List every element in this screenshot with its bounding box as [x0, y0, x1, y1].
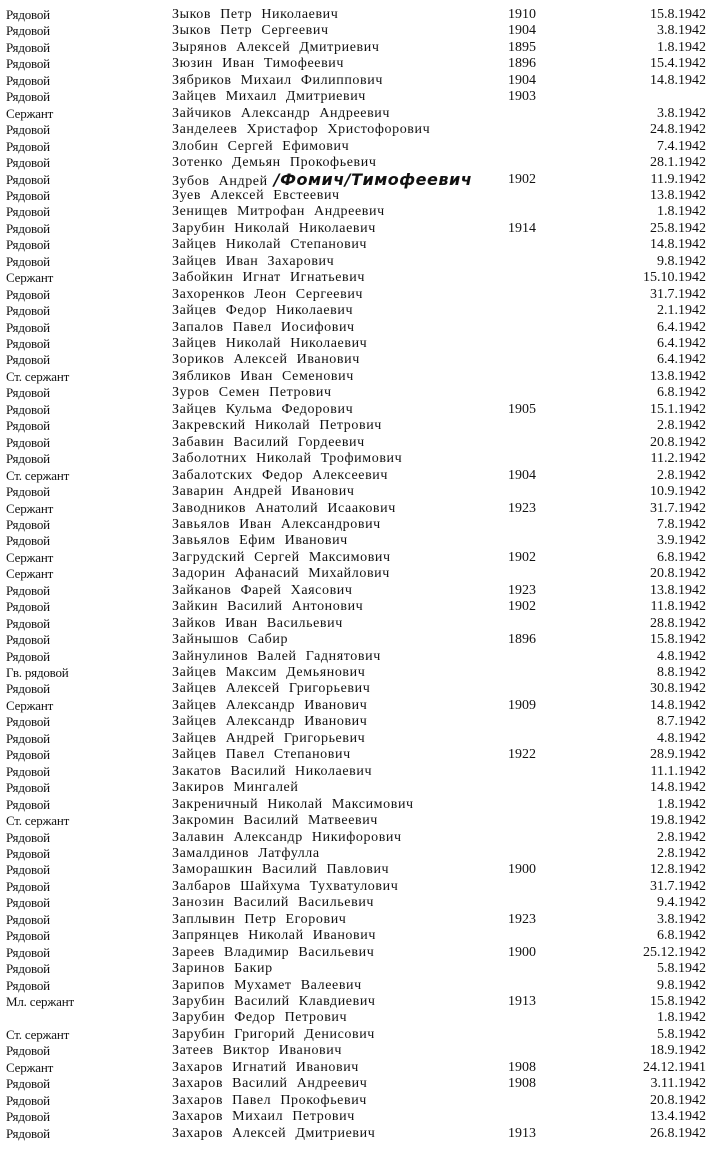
date-cell: 1.8.1942 — [657, 39, 706, 55]
birth-year-cell: 1914 — [508, 220, 536, 236]
table-row — [0, 845, 718, 862]
name-cell: Зайцев Кульма Федорович — [172, 401, 354, 417]
rank-cell: Рядовой — [6, 681, 50, 697]
rank-cell: Рядовой — [6, 632, 50, 648]
table-row — [0, 88, 718, 105]
date-cell: 24.8.1942 — [650, 122, 706, 138]
date-cell: 3.11.1942 — [650, 1076, 706, 1092]
date-cell: 3.8.1942 — [657, 23, 706, 39]
date-cell: 8.7.1942 — [657, 714, 706, 730]
table-row — [0, 894, 718, 911]
table-row — [0, 1059, 718, 1076]
table-row — [0, 977, 718, 994]
rank-cell: Рядовой — [6, 977, 50, 993]
rank-cell: Рядовой — [6, 599, 50, 615]
table-row — [0, 368, 718, 385]
name-cell: Зуров Семен Петрович — [172, 385, 332, 401]
table-row — [0, 154, 718, 171]
name-cell: Зуев Алексей Евстеевич — [172, 187, 340, 203]
name-cell: Зайцев Федор Николаевич — [172, 303, 354, 319]
rank-cell: Рядовой — [6, 928, 50, 944]
name-cell: Захаров Алексей Дмитриевич — [172, 1125, 376, 1141]
birth-year-cell: 1909 — [508, 697, 536, 713]
table-row — [0, 1092, 718, 1109]
table-row — [0, 220, 718, 237]
table-row — [0, 746, 718, 763]
birth-year-cell: 1904 — [508, 23, 536, 39]
date-cell: 11.8.1942 — [650, 599, 706, 615]
table-row — [0, 22, 718, 39]
date-cell: 25.12.1942 — [643, 944, 706, 960]
table-row — [0, 796, 718, 813]
birth-year-cell: 1902 — [508, 171, 536, 187]
date-cell: 7.4.1942 — [657, 138, 706, 154]
date-cell: 15.10.1942 — [643, 270, 706, 286]
name-cell: Завьялов Иван Александрович — [172, 516, 381, 532]
date-cell: 30.8.1942 — [650, 681, 706, 697]
rank-cell: Сержант — [6, 270, 54, 286]
rank-cell: Рядовой — [6, 911, 50, 927]
table-row — [0, 960, 718, 977]
name-cell: Зыков Петр Сергеевич — [172, 23, 329, 39]
name-cell: Захоренков Леон Сергеевич — [172, 286, 364, 302]
name-cell: Зареев Владимир Васильевич — [172, 944, 375, 960]
birth-year-cell: 1922 — [508, 747, 536, 763]
table-row — [0, 1026, 718, 1043]
date-cell: 9.8.1942 — [657, 253, 706, 269]
table-row — [0, 516, 718, 533]
rank-cell: Рядовой — [6, 72, 50, 88]
table-row — [0, 812, 718, 829]
rank-cell: Рядовой — [6, 303, 50, 319]
table-row — [0, 615, 718, 632]
name-cell: Закатов Василий Николаевич — [172, 763, 373, 779]
rank-cell: Ст. сержант — [6, 368, 70, 384]
table-row — [0, 565, 718, 582]
name-cell: Зырянов Алексей Дмитриевич — [172, 39, 380, 55]
birth-year-cell: 1923 — [508, 582, 536, 598]
date-cell: 9.8.1942 — [657, 977, 706, 993]
date-cell: 4.8.1942 — [657, 648, 706, 664]
date-cell: 2.8.1942 — [657, 845, 706, 861]
table-row — [0, 39, 718, 56]
date-cell: 13.8.1942 — [650, 187, 706, 203]
rank-cell: Рядовой — [6, 418, 50, 434]
name-cell: Зарубин Григорий Денисович — [172, 1026, 375, 1042]
rank-cell: Рядовой — [6, 155, 50, 171]
date-cell: 2.8.1942 — [657, 418, 706, 434]
name-cell: Зенищев Митрофан Андреевич — [172, 204, 385, 220]
name-cell: Зайцев Павел Степанович — [172, 747, 351, 763]
table-row — [0, 467, 718, 484]
date-cell: 10.9.1942 — [650, 484, 706, 500]
name-cell: Зайцев Андрей Григорьевич — [172, 730, 366, 746]
name-cell: Захаров Игнатий Иванович — [172, 1059, 359, 1075]
date-cell: 28.1.1942 — [650, 155, 706, 171]
date-cell: 7.8.1942 — [657, 516, 706, 532]
birth-year-cell: 1908 — [508, 1059, 536, 1075]
date-cell: 5.8.1942 — [657, 1026, 706, 1042]
rank-cell: Рядовой — [6, 385, 50, 401]
rank-cell: Рядовой — [6, 895, 50, 911]
name-cell: Зайцев Алексей Григорьевич — [172, 681, 371, 697]
table-row — [0, 138, 718, 155]
date-cell: 28.9.1942 — [650, 747, 706, 763]
date-cell: 3.8.1942 — [657, 105, 706, 121]
name-cell: Заплывин Петр Егорович — [172, 911, 347, 927]
table-row — [0, 6, 718, 23]
table-row — [0, 944, 718, 961]
rank-cell: Рядовой — [6, 122, 50, 138]
table-row — [0, 532, 718, 549]
date-cell: 15.1.1942 — [650, 401, 706, 417]
table-row — [0, 351, 718, 368]
date-cell: 24.12.1941 — [643, 1059, 706, 1075]
rank-cell: Рядовой — [6, 714, 50, 730]
table-row — [0, 434, 718, 451]
date-cell: 6.4.1942 — [657, 352, 706, 368]
date-cell: 5.8.1942 — [657, 961, 706, 977]
rank-cell: Рядовой — [6, 434, 50, 450]
date-cell: 6.8.1942 — [657, 928, 706, 944]
date-cell: 2.8.1942 — [657, 467, 706, 483]
table-row — [0, 171, 718, 188]
rank-cell: Рядовой — [6, 796, 50, 812]
rank-cell: Рядовой — [6, 171, 50, 187]
date-cell: 20.8.1942 — [650, 434, 706, 450]
rank-cell: Рядовой — [6, 220, 50, 236]
name-cell: Завьялов Ефим Иванович — [172, 533, 348, 549]
table-row — [0, 335, 718, 352]
table-row — [0, 1009, 718, 1026]
handwritten-annotation: /Фомич/Тимофеевич — [267, 169, 473, 189]
date-cell: 1.8.1942 — [657, 1010, 706, 1026]
date-cell: 20.8.1942 — [650, 1092, 706, 1108]
name-cell: Захаров Василий Андреевич — [172, 1076, 368, 1092]
table-row — [0, 105, 718, 122]
rank-cell: Сержант — [6, 105, 54, 121]
birth-year-cell: 1905 — [508, 401, 536, 417]
birth-year-cell: 1913 — [508, 1125, 536, 1141]
name-cell: Зориков Алексей Иванович — [172, 352, 360, 368]
name-cell: Зайцев Максим Демьянович — [172, 665, 366, 680]
name-cell: Залбаров Шайхума Тухватулович — [172, 878, 399, 894]
name-cell: Зайнулинов Валей Гаднятович — [172, 648, 381, 664]
name-cell: Зайков Иван Васильевич — [172, 615, 343, 631]
date-cell: 2.1.1942 — [657, 303, 706, 319]
table-row — [0, 269, 718, 286]
rank-cell: Рядовой — [6, 845, 50, 861]
rank-cell: Рядовой — [6, 352, 50, 368]
date-cell: 15.8.1942 — [650, 994, 706, 1009]
name-cell: Зайцев Иван Захарович — [172, 253, 335, 269]
date-cell: 20.8.1942 — [650, 566, 706, 582]
name-cell: Заморашкин Василий Павлович — [172, 862, 390, 878]
table-row — [0, 911, 718, 928]
rank-cell: Ст. сержант — [6, 467, 70, 483]
name-cell: Зарипов Мухамет Валеевич — [172, 977, 362, 993]
name-cell: Закреничный Николай Максимович — [172, 796, 414, 812]
date-cell: 25.8.1942 — [650, 220, 706, 236]
table-row — [0, 187, 718, 204]
table-row — [0, 1108, 718, 1125]
rank-cell: Рядовой — [6, 89, 50, 105]
table-row — [0, 319, 718, 336]
rank-cell: Рядовой — [6, 56, 50, 72]
name-cell: Задорин Афанасий Михайлович — [172, 566, 390, 582]
name-cell: Закромин Василий Матвеевич — [172, 813, 378, 829]
date-cell: 6.4.1942 — [657, 336, 706, 351]
name-cell: Зайцев Николай Степанович — [172, 237, 368, 253]
name-cell: Закревский Николай Петрович — [172, 418, 382, 434]
rank-cell: Сержант — [6, 566, 54, 582]
rank-cell: Рядовой — [6, 204, 50, 220]
rank-cell: Рядовой — [6, 862, 50, 878]
name-cell: Захаров Михаил Петрович — [172, 1109, 355, 1125]
name-cell: Запрянцев Николай Иванович — [172, 928, 376, 944]
name-cell: Забалотских Федор Алексеевич — [172, 467, 389, 483]
table-row — [0, 253, 718, 270]
name-cell: Зарубин Федор Петрович — [172, 1010, 348, 1026]
rank-cell: Рядовой — [6, 533, 50, 549]
birth-year-cell: 1900 — [508, 944, 536, 960]
table-row — [0, 664, 718, 681]
date-cell: 2.8.1942 — [657, 829, 706, 845]
name-cell: Занозин Василий Васильевич — [172, 895, 375, 911]
table-row — [0, 713, 718, 730]
name-cell: Злобин Сергей Ефимович — [172, 138, 350, 154]
rank-cell: Рядовой — [6, 7, 50, 22]
rank-cell: Гв. рядовой — [6, 665, 69, 680]
rank-cell: Рядовой — [6, 319, 50, 335]
date-cell: 6.4.1942 — [657, 319, 706, 335]
table-row — [0, 286, 718, 303]
name-cell: Зайкин Василий Антонович — [172, 599, 364, 615]
rank-cell: Рядовой — [6, 286, 50, 302]
rank-cell: Рядовой — [6, 1109, 50, 1125]
table-row — [0, 302, 718, 319]
name-cell: Запалов Павел Иосифович — [172, 319, 355, 335]
birth-year-cell: 1903 — [508, 89, 536, 105]
date-cell: 31.7.1942 — [650, 500, 706, 516]
rank-cell: Сержант — [6, 500, 54, 516]
table-row — [0, 598, 718, 615]
rank-cell: Сержант — [6, 697, 54, 713]
table-row — [0, 72, 718, 89]
table-row — [0, 697, 718, 714]
rank-cell: Мл. сержант — [6, 994, 74, 1009]
birth-year-cell: 1900 — [508, 862, 536, 878]
rank-cell: Рядовой — [6, 648, 50, 664]
name-cell: Забавин Василий Гордеевич — [172, 434, 365, 450]
birth-year-cell: 1896 — [508, 632, 536, 648]
rank-cell: Сержант — [6, 549, 54, 565]
date-cell: 1.8.1942 — [657, 796, 706, 812]
table-row — [0, 483, 718, 500]
name-cell: Зарубин Николай Николаевич — [172, 220, 376, 236]
rank-cell: Рядовой — [6, 237, 50, 253]
name-cell: Загрудский Сергей Максимович — [172, 549, 391, 565]
date-cell: 28.8.1942 — [650, 615, 706, 631]
table-row — [0, 779, 718, 796]
date-cell: 11.9.1942 — [650, 171, 706, 187]
rank-cell: Рядовой — [6, 23, 50, 39]
table-row — [0, 55, 718, 72]
name-cell: Зайцев Михаил Дмитриевич — [172, 89, 366, 105]
name-cell: Зыков Петр Николаевич — [172, 7, 339, 22]
date-cell: 15.8.1942 — [650, 7, 706, 22]
birth-year-cell: 1902 — [508, 599, 536, 615]
rank-cell: Рядовой — [6, 336, 50, 351]
date-cell: 11.1.1942 — [650, 763, 706, 779]
table-row — [0, 121, 718, 138]
birth-year-cell: 1923 — [508, 500, 536, 516]
table-row — [0, 829, 718, 846]
rank-cell: Рядовой — [6, 730, 50, 746]
date-cell: 26.8.1942 — [650, 1125, 706, 1141]
name-cell: Заринов Бакир — [172, 961, 273, 977]
name-cell: Зайканов Фарей Хаясович — [172, 582, 353, 598]
rank-cell: Рядовой — [6, 615, 50, 631]
name-cell: Залавин Александр Никифорович — [172, 829, 402, 845]
name-cell: Занделеев Христафор Христофорович — [172, 122, 431, 138]
date-cell: 15.4.1942 — [650, 56, 706, 72]
rank-cell: Рядовой — [6, 747, 50, 763]
rank-cell: Рядовой — [6, 829, 50, 845]
name-cell: Зайчиков Александр Андреевич — [172, 105, 391, 121]
date-cell: 14.8.1942 — [650, 72, 706, 88]
rank-cell: Рядовой — [6, 944, 50, 960]
date-cell: 18.9.1942 — [650, 1043, 706, 1059]
table-row — [0, 861, 718, 878]
rank-cell: Рядовой — [6, 763, 50, 779]
name-cell: Зарубин Василий Клавдиевич — [172, 994, 376, 1009]
name-cell: Зябриков Михаил Филиппович — [172, 72, 383, 88]
date-cell: 1.8.1942 — [657, 204, 706, 220]
name-cell: Зайцев Александр Иванович — [172, 697, 368, 713]
date-cell: 9.4.1942 — [657, 895, 706, 911]
rank-cell: Ст. сержант — [6, 813, 70, 829]
date-cell: 3.9.1942 — [657, 533, 706, 549]
table-row — [0, 401, 718, 418]
rank-cell: Рядовой — [6, 451, 50, 467]
date-cell: 13.8.1942 — [650, 368, 706, 384]
birth-year-cell: 1895 — [508, 39, 536, 55]
name-cell: Заварин Андрей Иванович — [172, 484, 355, 500]
date-cell: 31.7.1942 — [650, 878, 706, 894]
table-row — [0, 680, 718, 697]
rank-cell: Рядовой — [6, 878, 50, 894]
table-row — [0, 878, 718, 895]
rank-cell: Рядовой — [6, 1043, 50, 1059]
name-cell: Забойкин Игнат Игнатьевич — [172, 270, 365, 286]
rank-cell: Рядовой — [6, 187, 50, 203]
name-cell: Зябликов Иван Семенович — [172, 368, 354, 384]
date-cell: 13.8.1942 — [650, 582, 706, 598]
table-row — [0, 631, 718, 648]
table-row — [0, 450, 718, 467]
rank-cell: Рядовой — [6, 1076, 50, 1092]
date-cell: 14.8.1942 — [650, 697, 706, 713]
date-cell: 6.8.1942 — [657, 549, 706, 565]
rank-cell: Рядовой — [6, 253, 50, 269]
name-cell: Зайцев Николай Николаевич — [172, 336, 368, 351]
birth-year-cell: 1923 — [508, 911, 536, 927]
birth-year-cell: 1910 — [508, 7, 536, 22]
name-cell: Закиров Мингалей — [172, 780, 299, 796]
date-cell: 15.8.1942 — [650, 632, 706, 648]
name-cell: Зубов Андрей /Фомич/Тимофеевич — [172, 169, 473, 189]
table-row — [0, 582, 718, 599]
date-cell: 3.8.1942 — [657, 911, 706, 927]
table-row — [0, 648, 718, 665]
table-row — [0, 730, 718, 747]
date-cell: 14.8.1942 — [650, 780, 706, 796]
table-row — [0, 236, 718, 253]
table-row — [0, 927, 718, 944]
name-cell: Зюзин Иван Тимофеевич — [172, 56, 345, 72]
date-cell: 13.4.1942 — [650, 1109, 706, 1125]
date-cell: 11.2.1942 — [650, 451, 706, 467]
date-cell: 31.7.1942 — [650, 286, 706, 302]
name-cell: Заболотних Николай Трофимович — [172, 451, 403, 467]
birth-year-cell: 1904 — [508, 72, 536, 88]
rank-cell: Рядовой — [6, 582, 50, 598]
rank-cell: Рядовой — [6, 780, 50, 796]
name-cell: Зайнышов Сабир — [172, 632, 289, 648]
table-row — [0, 384, 718, 401]
rank-cell: Рядовой — [6, 401, 50, 417]
table-row — [0, 993, 718, 1010]
table-row — [0, 763, 718, 780]
rank-cell: Рядовой — [6, 484, 50, 500]
rank-cell: Сержант — [6, 1059, 54, 1075]
rank-cell: Рядовой — [6, 1125, 50, 1141]
date-cell: 12.8.1942 — [650, 862, 706, 878]
table-row — [0, 1125, 718, 1142]
name-cell: Зотенко Демьян Прокофьевич — [172, 155, 377, 171]
rank-cell: Ст. сержант — [6, 1026, 70, 1042]
table-row — [0, 203, 718, 220]
name-cell: Заводников Анатолий Исаакович — [172, 500, 396, 516]
date-cell: 19.8.1942 — [650, 813, 706, 829]
rank-cell: Рядовой — [6, 516, 50, 532]
date-cell: 8.8.1942 — [657, 665, 706, 680]
date-cell: 14.8.1942 — [650, 237, 706, 253]
birth-year-cell: 1904 — [508, 467, 536, 483]
birth-year-cell: 1913 — [508, 994, 536, 1009]
table-row — [0, 417, 718, 434]
table-row — [0, 500, 718, 517]
rank-cell: Рядовой — [6, 138, 50, 154]
table-row — [0, 549, 718, 566]
name-cell: Замалдинов Латфулла — [172, 845, 320, 861]
table-row — [0, 1075, 718, 1092]
rank-cell: Рядовой — [6, 1092, 50, 1108]
birth-year-cell: 1896 — [508, 56, 536, 72]
table-row — [0, 1042, 718, 1059]
name-cell: Захаров Павел Прокофьевич — [172, 1092, 367, 1108]
date-cell: 4.8.1942 — [657, 730, 706, 746]
date-cell: 6.8.1942 — [657, 385, 706, 401]
name-cell: Затеев Виктор Иванович — [172, 1043, 342, 1059]
birth-year-cell: 1902 — [508, 549, 536, 565]
name-cell: Зайцев Александр Иванович — [172, 714, 368, 730]
rank-cell: Рядовой — [6, 39, 50, 55]
rank-cell: Рядовой — [6, 961, 50, 977]
birth-year-cell: 1908 — [508, 1076, 536, 1092]
